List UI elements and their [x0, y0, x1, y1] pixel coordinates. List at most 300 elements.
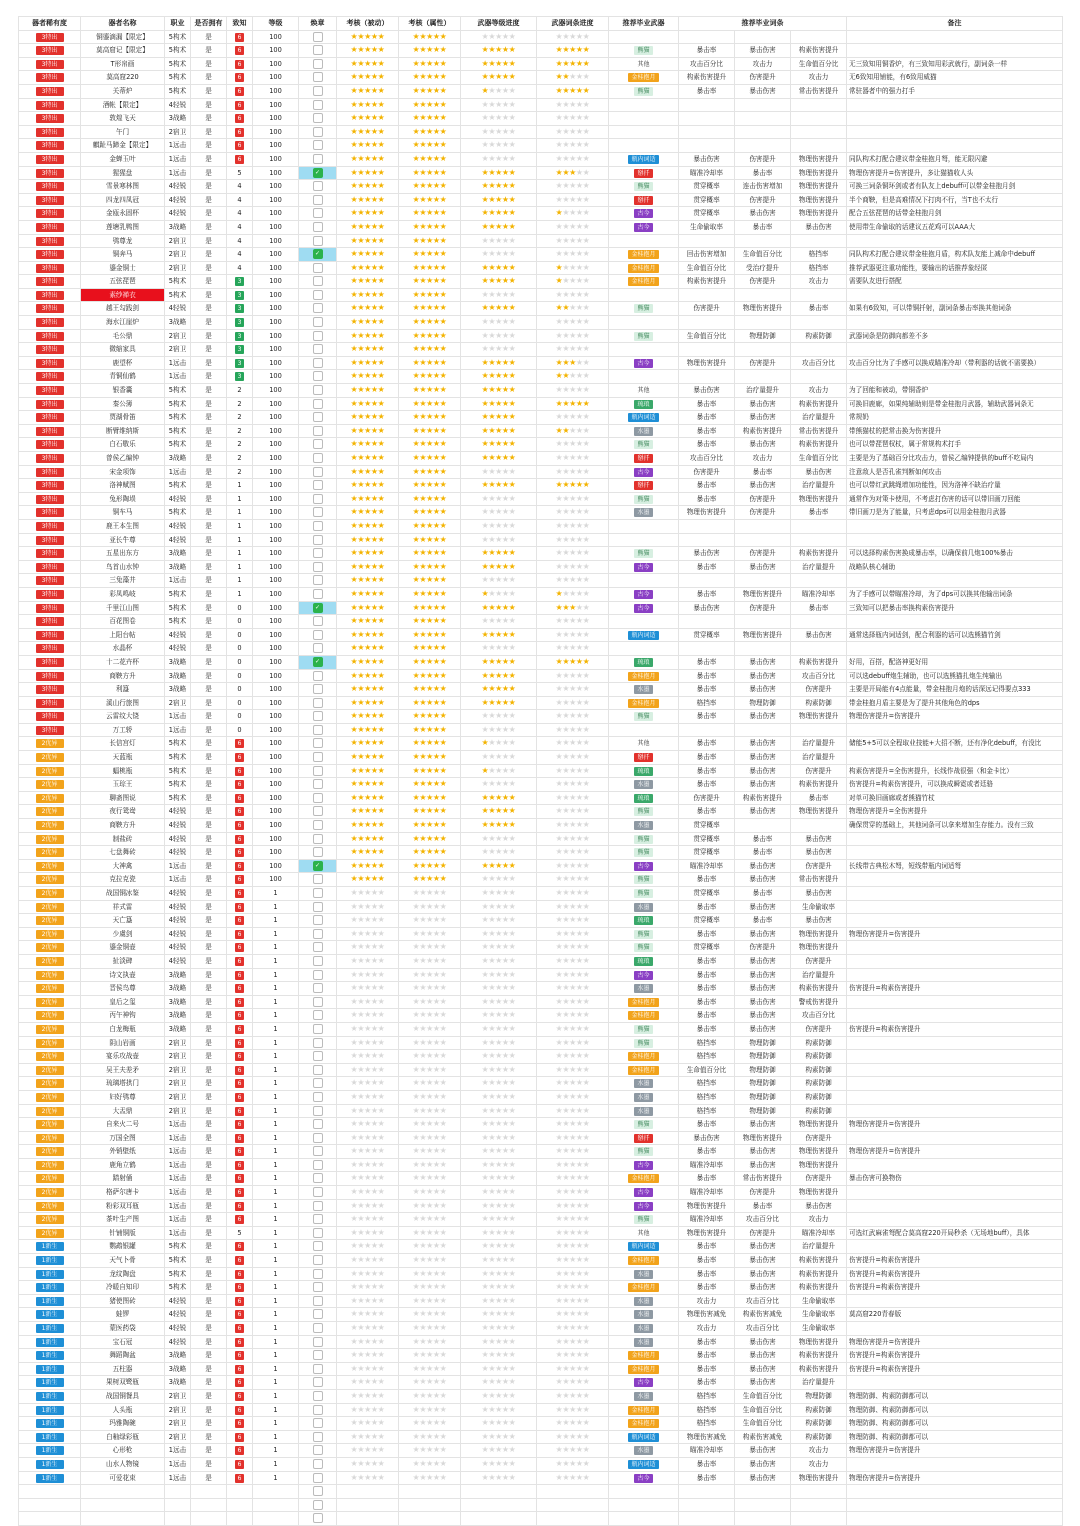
affix-value: 暴击率 — [696, 766, 717, 775]
huanzhang-checkbox[interactable] — [313, 1377, 323, 1387]
star-icon: ★ — [350, 357, 358, 367]
table-row — [19, 302, 1063, 316]
star-icon: ★ — [377, 493, 385, 503]
star-icon: ★ — [426, 181, 433, 191]
huanzhang-checkbox[interactable]: ✓ — [313, 657, 323, 667]
huanzhang-checkbox[interactable] — [313, 1255, 323, 1265]
huanzhang-checkbox[interactable] — [313, 1405, 323, 1415]
huanzhang-checkbox[interactable] — [313, 766, 323, 776]
star-icon: ★ — [350, 915, 358, 925]
affix-value: 暴击率 — [696, 494, 717, 503]
star-icon: ★ — [481, 1282, 489, 1292]
star-rating — [413, 1459, 447, 1468]
huanzhang-checkbox[interactable] — [313, 59, 323, 69]
star-icon: ★ — [432, 1418, 440, 1428]
huanzhang-checkbox[interactable] — [313, 303, 323, 313]
huanzhang-checkbox[interactable] — [313, 793, 323, 803]
huanzhang-checkbox[interactable] — [313, 847, 323, 857]
huanzhang-checkbox[interactable] — [313, 276, 323, 286]
huanzhang-checkbox[interactable] — [313, 467, 323, 477]
star-icon: ★ — [412, 684, 420, 694]
star-rating — [351, 208, 385, 217]
star-rating — [482, 793, 516, 802]
table-row — [19, 615, 1063, 629]
tier-badge: 3特出 — [36, 304, 64, 313]
huanzhang-checkbox[interactable] — [313, 1119, 323, 1129]
affix-value: 暴击伤害 — [749, 861, 776, 870]
affix-value: 物理伤害提升 — [798, 209, 839, 218]
star-icon: ★ — [495, 520, 502, 530]
character-name: 亚长牛尊 — [109, 535, 136, 544]
star-icon: ★ — [575, 262, 583, 272]
huanzhang-checkbox[interactable] — [313, 358, 323, 368]
affix-value: 生命值百分比 — [742, 250, 783, 259]
table-row — [19, 1417, 1063, 1431]
huanzhang-checkbox[interactable] — [313, 385, 323, 395]
class-label: 2宿卫 — [168, 1052, 187, 1061]
huanzhang-checkbox[interactable] — [313, 1214, 323, 1224]
affix-value: 暴击率 — [696, 1242, 717, 1251]
huanzhang-checkbox[interactable] — [313, 494, 323, 504]
star-rating — [482, 820, 516, 829]
star-icon: ★ — [562, 126, 570, 136]
star-icon: ★ — [426, 792, 433, 802]
star-icon: ★ — [357, 616, 365, 626]
star-icon: ★ — [377, 1173, 385, 1183]
huanzhang-checkbox[interactable] — [313, 711, 323, 721]
star-icon: ★ — [575, 31, 583, 41]
star-rating — [556, 643, 590, 652]
huanzhang-checkbox[interactable] — [313, 507, 323, 517]
star-icon: ★ — [569, 507, 576, 517]
star-rating — [482, 222, 516, 231]
huanzhang-checkbox[interactable] — [313, 1323, 323, 1333]
remark-text: 莫高窟220青春版 — [849, 1310, 902, 1319]
owned-value: 是 — [205, 902, 212, 911]
remark-text: 使用带生命偷取的话建议五花鸡可以AAA大 — [849, 222, 976, 231]
tier-badge: 1新生 — [36, 1270, 64, 1279]
star-icon: ★ — [575, 1132, 583, 1142]
huanzhang-checkbox[interactable] — [313, 480, 323, 490]
star-rating — [482, 1459, 516, 1468]
huanzhang-checkbox[interactable] — [313, 521, 323, 531]
star-icon: ★ — [575, 1268, 583, 1278]
affix-value: 构素防御 — [805, 1038, 832, 1047]
star-icon: ★ — [495, 1132, 502, 1142]
level-value: 1 — [273, 902, 278, 911]
star-icon: ★ — [481, 425, 489, 435]
star-icon: ★ — [569, 289, 576, 299]
huanzhang-checkbox[interactable] — [313, 453, 323, 463]
owned-value: 是 — [205, 1269, 212, 1278]
huanzhang-checkbox[interactable] — [313, 1486, 323, 1496]
star-rating — [556, 494, 590, 503]
affix-value: 物理伤害提升 — [798, 943, 839, 952]
level-value: 1 — [273, 1310, 278, 1319]
huanzhang-checkbox[interactable] — [313, 399, 323, 409]
weapon-badge: 熊猫 — [634, 46, 652, 55]
huanzhang-checkbox[interactable] — [313, 1282, 323, 1292]
huanzhang-checkbox[interactable] — [313, 426, 323, 436]
tier-badge: 3特出 — [36, 672, 64, 681]
star-icon: ★ — [569, 425, 576, 435]
star-icon: ★ — [419, 425, 427, 435]
huanzhang-checkbox[interactable] — [313, 1092, 323, 1102]
huanzhang-checkbox[interactable] — [313, 1296, 323, 1306]
owned-value: 是 — [205, 1133, 212, 1142]
huanzhang-checkbox[interactable] — [313, 874, 323, 884]
huanzhang-checkbox[interactable] — [313, 902, 323, 912]
star-icon: ★ — [582, 806, 590, 816]
star-rating — [482, 100, 516, 109]
star-icon: ★ — [364, 425, 371, 435]
star-icon: ★ — [370, 439, 378, 449]
star-icon: ★ — [575, 888, 583, 897]
star-icon: ★ — [501, 520, 509, 530]
star-rating — [482, 671, 516, 680]
star-icon: ★ — [508, 1146, 516, 1156]
huanzhang-checkbox[interactable]: ✓ — [313, 603, 323, 613]
class-label: 5构术 — [168, 440, 187, 449]
huanzhang-checkbox[interactable] — [313, 589, 323, 599]
affix-value: 构素伤害提升 — [798, 1283, 839, 1292]
huanzhang-checkbox[interactable] — [313, 1500, 323, 1510]
class-label: 5构术 — [168, 59, 187, 68]
huanzhang-checkbox[interactable] — [313, 834, 323, 844]
star-icon: ★ — [575, 1051, 583, 1061]
huanzhang-checkbox[interactable] — [313, 806, 323, 816]
star-icon: ★ — [481, 833, 489, 843]
huanzhang-checkbox[interactable] — [313, 1146, 323, 1156]
huanzhang-checkbox[interactable] — [313, 1051, 323, 1061]
star-icon: ★ — [419, 765, 427, 775]
star-icon: ★ — [501, 928, 509, 938]
huanzhang-checkbox[interactable] — [313, 684, 323, 694]
star-icon: ★ — [508, 860, 516, 870]
star-rating — [556, 1445, 590, 1454]
affix-value: 暴击伤害 — [805, 848, 832, 857]
star-icon: ★ — [562, 1227, 570, 1237]
huanzhang-checkbox[interactable] — [313, 113, 323, 123]
star-rating — [351, 1228, 385, 1237]
star-icon: ★ — [432, 969, 440, 979]
character-name: 兔形陶埙 — [109, 494, 136, 503]
class-label: 2宿卫 — [168, 1432, 187, 1441]
star-icon: ★ — [370, 303, 378, 313]
star-icon: ★ — [357, 765, 365, 775]
class-label: 2宿卫 — [168, 250, 187, 259]
star-icon: ★ — [412, 31, 420, 41]
huanzhang-checkbox[interactable] — [313, 575, 323, 585]
huanzhang-checkbox[interactable] — [313, 1445, 323, 1455]
star-icon: ★ — [439, 1146, 447, 1156]
owned-value: 是 — [205, 984, 212, 993]
star-icon: ★ — [426, 656, 433, 666]
huanzhang-checkbox[interactable] — [313, 1078, 323, 1088]
star-icon: ★ — [555, 1119, 563, 1129]
tier-badge: 3特出 — [36, 128, 64, 137]
huanzhang-checkbox[interactable] — [313, 1350, 323, 1360]
owned-value: 是 — [205, 1011, 212, 1020]
star-icon: ★ — [501, 31, 509, 41]
zhizhi-value: 1 — [237, 535, 242, 544]
owned-value: 是 — [205, 848, 212, 857]
huanzhang-checkbox[interactable] — [313, 1187, 323, 1197]
star-icon: ★ — [575, 480, 583, 490]
huanzhang-checkbox[interactable] — [313, 222, 323, 232]
star-icon: ★ — [370, 643, 378, 653]
huanzhang-checkbox[interactable] — [313, 548, 323, 558]
class-label: 5构术 — [168, 481, 187, 490]
star-icon: ★ — [432, 534, 440, 544]
level-value: 100 — [269, 263, 282, 272]
huanzhang-checkbox[interactable] — [313, 1228, 323, 1238]
huanzhang-checkbox[interactable] — [313, 263, 323, 273]
star-icon: ★ — [562, 153, 570, 163]
huanzhang-checkbox[interactable] — [313, 643, 323, 653]
huanzhang-checkbox[interactable] — [313, 779, 323, 789]
huanzhang-checkbox[interactable] — [313, 195, 323, 205]
star-icon: ★ — [432, 1363, 440, 1373]
star-icon: ★ — [508, 1418, 516, 1428]
huanzhang-checkbox[interactable] — [313, 331, 323, 341]
huanzhang-checkbox[interactable] — [313, 956, 323, 966]
huanzhang-checkbox[interactable] — [313, 412, 323, 422]
huanzhang-checkbox[interactable] — [313, 616, 323, 626]
huanzhang-checkbox[interactable] — [313, 671, 323, 681]
huanzhang-checkbox[interactable] — [313, 915, 323, 925]
huanzhang-checkbox[interactable] — [313, 100, 323, 110]
affix-value: 暴击率 — [696, 1364, 717, 1373]
star-icon: ★ — [495, 1295, 502, 1305]
star-rating — [413, 317, 447, 326]
huanzhang-checkbox[interactable] — [313, 1160, 323, 1170]
star-icon: ★ — [426, 194, 433, 204]
star-icon: ★ — [412, 1078, 420, 1088]
affix-value: 构素伤害提升 — [686, 277, 727, 286]
character-name: 诗文执壶 — [109, 970, 136, 979]
huanzhang-checkbox[interactable] — [313, 1065, 323, 1075]
star-icon: ★ — [562, 1363, 570, 1373]
huanzhang-checkbox[interactable] — [313, 820, 323, 830]
star-icon: ★ — [501, 684, 509, 694]
star-icon: ★ — [481, 1336, 489, 1346]
star-icon: ★ — [364, 901, 371, 911]
huanzhang-checkbox[interactable] — [313, 970, 323, 980]
star-icon: ★ — [439, 276, 447, 286]
star-icon: ★ — [370, 194, 378, 204]
level-value: 1 — [273, 956, 278, 965]
star-icon: ★ — [426, 738, 433, 748]
huanzhang-checkbox[interactable] — [313, 1459, 323, 1469]
tier-badge: 2优异 — [36, 753, 64, 762]
huanzhang-checkbox[interactable] — [313, 439, 323, 449]
zhizhi-value: 6 — [235, 794, 244, 803]
tier-badge: 2优异 — [36, 1229, 64, 1238]
affix-value: 构素防御 — [805, 1106, 832, 1115]
affix-value: 瞄准冷却率 — [690, 1215, 723, 1224]
star-icon: ★ — [439, 493, 447, 503]
huanzhang-checkbox[interactable] — [313, 1024, 323, 1034]
weapon-badge: 熊猫 — [634, 304, 652, 313]
huanzhang-checkbox[interactable]: ✓ — [313, 249, 323, 259]
huanzhang-checkbox[interactable] — [313, 290, 323, 300]
character-name: 玛雅陶碗 — [109, 1419, 136, 1428]
weapon-badge: 金桂抱月 — [628, 1066, 658, 1075]
table-row — [19, 166, 1063, 180]
star-icon: ★ — [488, 1445, 496, 1455]
star-rating — [413, 72, 447, 81]
star-icon: ★ — [426, 153, 433, 163]
star-icon: ★ — [569, 1146, 576, 1156]
star-icon: ★ — [508, 670, 516, 680]
huanzhang-checkbox[interactable] — [313, 929, 323, 939]
star-icon: ★ — [495, 221, 502, 231]
weapon-badge: 熊猫 — [634, 930, 652, 939]
star-rating — [556, 1364, 590, 1373]
huanzhang-checkbox[interactable] — [313, 752, 323, 762]
star-icon: ★ — [569, 942, 576, 952]
table-row — [19, 1036, 1063, 1050]
huanzhang-checkbox[interactable] — [313, 1010, 323, 1020]
star-icon: ★ — [575, 412, 583, 422]
class-label: 4轻锐 — [168, 644, 187, 653]
huanzhang-checkbox[interactable] — [313, 1473, 323, 1483]
huanzhang-checkbox[interactable] — [313, 1337, 323, 1347]
star-icon: ★ — [481, 167, 489, 177]
star-icon: ★ — [508, 928, 516, 938]
level-value: 100 — [269, 589, 282, 598]
star-icon: ★ — [364, 874, 371, 884]
huanzhang-checkbox[interactable] — [313, 181, 323, 191]
huanzhang-checkbox[interactable] — [313, 1418, 323, 1428]
star-icon: ★ — [488, 303, 496, 313]
star-icon: ★ — [419, 344, 427, 354]
huanzhang-checkbox[interactable] — [313, 888, 323, 898]
star-icon: ★ — [488, 1309, 496, 1319]
huanzhang-checkbox[interactable] — [313, 1201, 323, 1211]
star-rating — [556, 1065, 590, 1074]
star-icon: ★ — [412, 1404, 420, 1414]
huanzhang-checkbox[interactable] — [313, 630, 323, 640]
huanzhang-checkbox[interactable] — [313, 72, 323, 82]
star-icon: ★ — [357, 888, 365, 897]
star-icon: ★ — [432, 575, 440, 585]
star-rating — [413, 1418, 447, 1427]
tier-badge: 1新生 — [36, 1365, 64, 1374]
huanzhang-checkbox[interactable] — [313, 1106, 323, 1116]
star-icon: ★ — [357, 520, 365, 530]
star-icon: ★ — [377, 955, 385, 965]
huanzhang-checkbox[interactable] — [313, 1173, 323, 1183]
star-icon: ★ — [582, 1105, 590, 1115]
star-icon: ★ — [432, 616, 440, 626]
huanzhang-checkbox[interactable] — [313, 738, 323, 748]
huanzhang-checkbox[interactable] — [313, 1038, 323, 1048]
star-icon: ★ — [432, 1241, 440, 1251]
huanzhang-checkbox[interactable] — [313, 154, 323, 164]
huanzhang-checkbox[interactable] — [313, 983, 323, 993]
huanzhang-checkbox[interactable]: ✓ — [313, 168, 323, 178]
star-icon: ★ — [432, 1051, 440, 1061]
huanzhang-checkbox[interactable] — [313, 1269, 323, 1279]
huanzhang-checkbox[interactable] — [313, 32, 323, 42]
huanzhang-checkbox[interactable] — [313, 344, 323, 354]
star-rating — [482, 1038, 516, 1047]
star-icon: ★ — [412, 99, 420, 109]
huanzhang-checkbox[interactable] — [313, 698, 323, 708]
star-icon: ★ — [439, 656, 447, 666]
huanzhang-checkbox[interactable] — [313, 535, 323, 545]
star-icon: ★ — [357, 72, 365, 82]
huanzhang-checkbox[interactable] — [313, 942, 323, 952]
affix-value: 暴击率 — [696, 970, 717, 979]
star-icon: ★ — [488, 561, 496, 571]
owned-value: 是 — [205, 1147, 212, 1156]
huanzhang-checkbox[interactable] — [313, 127, 323, 137]
star-rating — [351, 1432, 385, 1441]
huanzhang-checkbox[interactable] — [313, 562, 323, 572]
huanzhang-checkbox[interactable] — [313, 317, 323, 327]
weapon-badge: 古今 — [634, 1202, 652, 1211]
level-value: 100 — [269, 318, 282, 327]
huanzhang-checkbox[interactable] — [313, 86, 323, 96]
huanzhang-checkbox[interactable] — [313, 1513, 323, 1523]
star-icon: ★ — [569, 738, 576, 748]
star-icon: ★ — [501, 1214, 509, 1224]
huanzhang-checkbox[interactable] — [313, 45, 323, 55]
zhizhi-value: 2 — [237, 440, 242, 449]
owned-value: 是 — [205, 250, 212, 259]
huanzhang-checkbox[interactable] — [313, 371, 323, 381]
star-icon: ★ — [501, 1078, 509, 1088]
huanzhang-checkbox[interactable] — [313, 236, 323, 246]
star-icon: ★ — [357, 684, 365, 694]
star-icon: ★ — [575, 874, 583, 884]
zhizhi-value: 6 — [235, 916, 244, 925]
affix-value: 暴击伤害 — [749, 1378, 776, 1387]
star-icon: ★ — [562, 1431, 570, 1441]
star-icon: ★ — [350, 901, 358, 911]
star-icon: ★ — [569, 1418, 576, 1428]
huanzhang-checkbox[interactable]: ✓ — [313, 861, 323, 871]
huanzhang-checkbox[interactable] — [313, 725, 323, 735]
star-icon: ★ — [426, 616, 433, 626]
huanzhang-checkbox[interactable] — [313, 1241, 323, 1251]
owned-value: 是 — [205, 1378, 212, 1387]
star-rating — [556, 439, 590, 448]
star-icon: ★ — [508, 1241, 516, 1251]
star-icon: ★ — [364, 588, 371, 598]
star-icon: ★ — [488, 480, 496, 490]
star-icon: ★ — [432, 507, 440, 517]
star-icon: ★ — [481, 1037, 489, 1047]
affix-value: 攻击力 — [808, 1446, 829, 1455]
star-icon: ★ — [582, 1159, 590, 1169]
huanzhang-checkbox[interactable] — [313, 1364, 323, 1374]
star-rating — [413, 1296, 447, 1305]
huanzhang-checkbox[interactable] — [313, 1432, 323, 1442]
huanzhang-checkbox[interactable] — [313, 997, 323, 1007]
level-value: 100 — [269, 508, 282, 517]
huanzhang-checkbox[interactable] — [313, 140, 323, 150]
star-icon: ★ — [501, 1023, 509, 1033]
star-icon: ★ — [357, 1336, 365, 1346]
huanzhang-checkbox[interactable] — [313, 1133, 323, 1143]
huanzhang-checkbox[interactable] — [313, 208, 323, 218]
huanzhang-checkbox[interactable] — [313, 1309, 323, 1319]
huanzhang-checkbox[interactable] — [313, 1391, 323, 1401]
